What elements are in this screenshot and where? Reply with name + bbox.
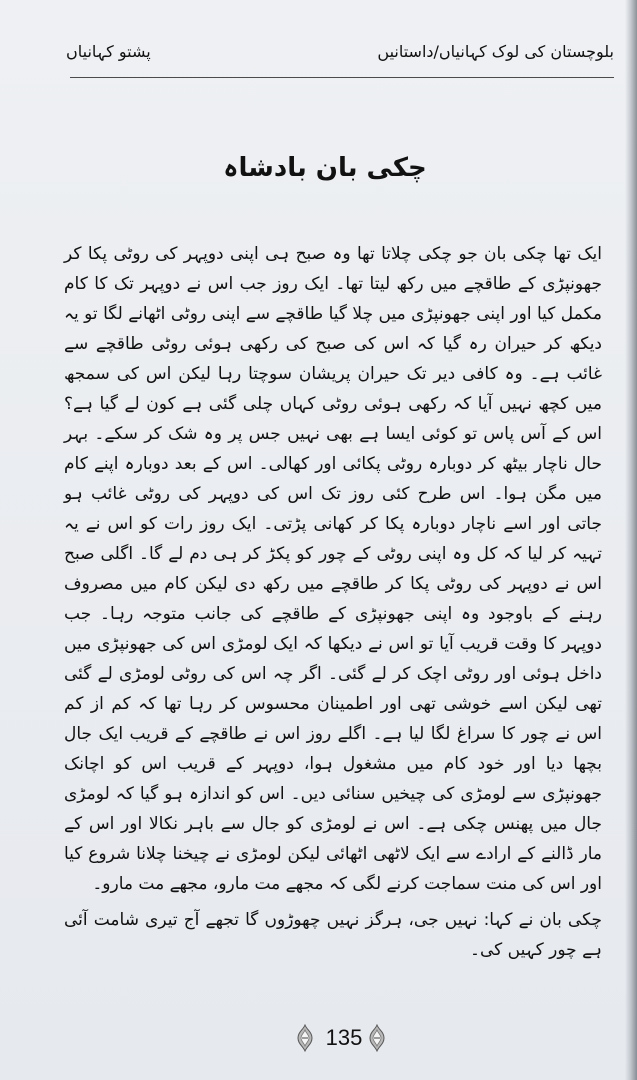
- page-header: [66, 40, 614, 70]
- page-number: 135: [325, 1025, 363, 1050]
- header-divider: [70, 77, 614, 78]
- book-title-header: بلوچستان کی لوک کہانیاں/داستانیں: [377, 42, 614, 61]
- page-number-group: [286, 1023, 406, 1053]
- story-body: [64, 239, 602, 971]
- section-title-header: پشتو کہانیاں: [66, 42, 151, 61]
- story-paragraph: چکی بان نے کہا: نہیں جی، ہرگز نہیں چھوڑوں گا تجھے آج تیری شامت آئی ہے چور کہیں کی۔: [64, 910, 602, 960]
- page-right-shadow: [625, 0, 637, 1080]
- right-ornament-icon: [368, 1024, 386, 1052]
- left-ornament-icon: [296, 1024, 314, 1052]
- page-footer: [0, 1023, 637, 1053]
- story-title: چکی بان بادشاہ: [223, 153, 427, 183]
- story-paragraph: ایک تھا چکی بان جو چکی چلاتا تھا وہ صبح ہی اپنی دوپہر کی روٹی پکا کر جھونپڑی کے طاقچے میں رکھ لیتا تھا۔ ایک روز جب اس نے دوپہر تک کا کام مکمل کیا اور اپنی جھونپڑی میں چلا گیا طاقچے سے اپنی روٹی اٹھانے لگا تو یہ دیکھ کر حیران رہ گیا کہ اس کی صبح کی رکھی ہوئی روٹی طاقچے سے غائب ہے۔ وہ کافی دیر تک حیران پریشان سوچتا رہا لیکن اس کی سمجھ میں کچھ نہیں آیا کہ رکھی ہوئی روٹی کہاں چلی گئی ہے کون لے گیا ہے؟ اس کے آس پاس تو کوئی ایسا ہے بھی نہیں جس پر وہ شک کر سکے۔ بہر حال ناچار بیٹھ کر دوبارہ روٹی پکائی اور کھالی۔ اس کے بعد دوبارہ اپنے کام میں مگن ہوا۔ اس طرح کئی روز تک اس کی دوپہر کی روٹی غائب ہو جاتی اور اسے ناچار دوبارہ پکا کر کھانی پڑتی۔ ایک روز رات کو اس نے یہ تہیہ کر لیا کہ کل وہ اپنی روٹی کے چور کو پکڑ کر ہی دم لے گا۔ اگلی صبح اس نے دوپہر کی روٹی پکا کر طاقچے میں رکھ دی لیکن کام میں مصروف رہنے کے باوجود وہ اپنی جھونپڑی کے طاقچے کی جانب متوجہ رہا۔ جب دوپہر کا وقت قریب آیا تو اس نے دیکھا کہ ایک لومڑی اس کی جھونپڑی میں داخل ہوئی اور روٹی اچک کر لے گئی۔ اگر چہ اس کی روٹی لومڑی لے گئی تھی لیکن اسے خوشی تھی اور اطمینان محسوس کر رہا تھا کہ کم از کم اس نے چور کا سراغ لگا لیا ہے۔ اگلے روز اس نے طاقچے کے قریب ایک جال بچھا دیا اور خود کام میں مشغول ہوا، دوپہر کے قریب اس کو اچانک جھونپڑی سے لومڑی کی چیخیں سنائی دیں۔ اس کو اندازہ ہو گیا کہ لومڑی جال میں پھنس چکی ہے۔ اس نے لومڑی کو جال سے باہر نکالا اور اس کے مار ڈالنے کے ارادے سے ایک لاٹھی اٹھائی لیکن لومڑی نے چیخنا چلانا شروع کیا اور اس کی منت سماجت کرنے لگی کہ مجھے مت مارو، مجھے مت مارو۔: [64, 244, 602, 894]
